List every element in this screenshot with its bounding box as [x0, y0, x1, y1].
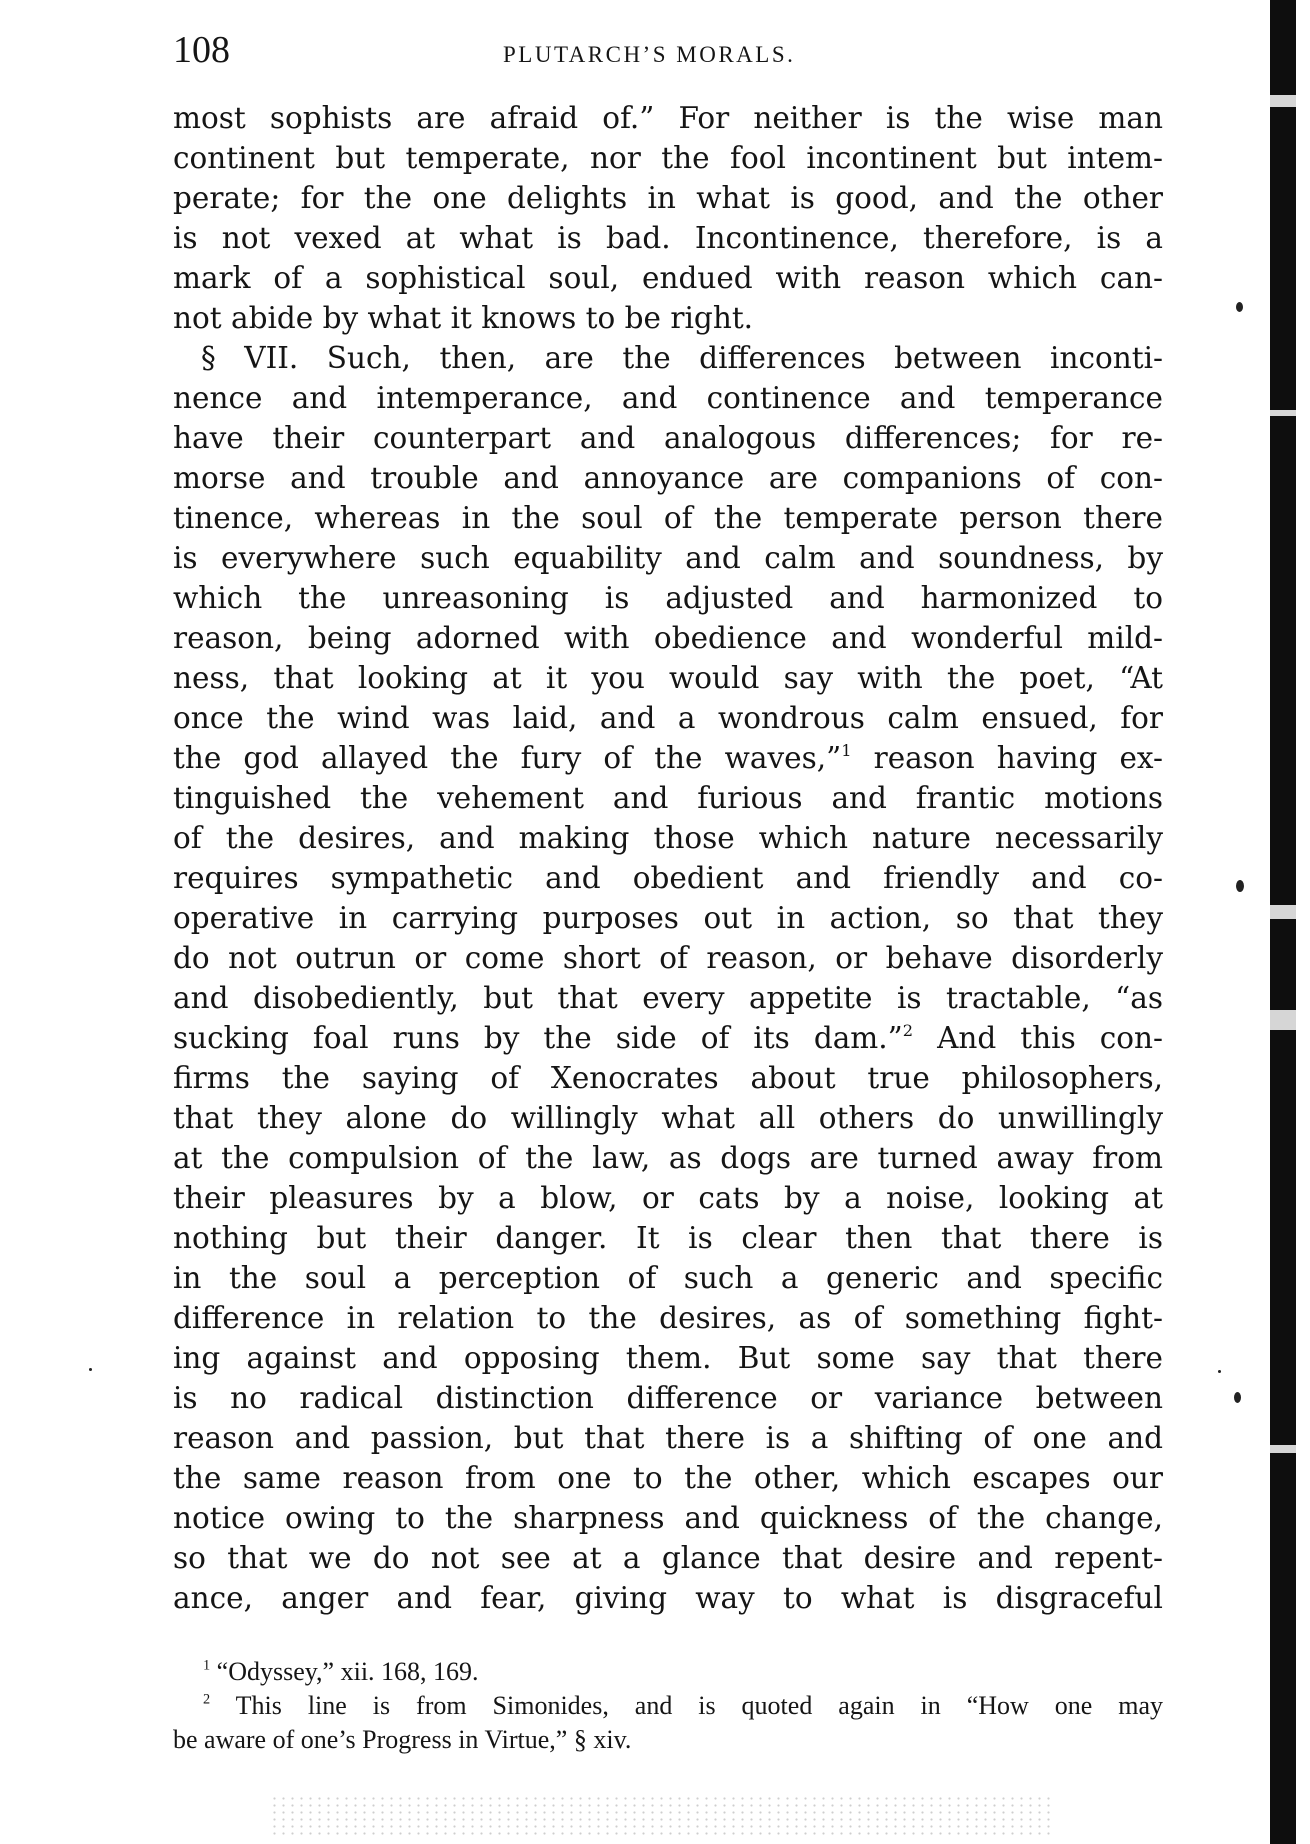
text-line: difference in relation to the desires, as of something fight- — [173, 1301, 1163, 1335]
text-line: once the wind was laid, and a wondrous calm ensued, for — [173, 701, 1163, 735]
text-line: the same reason from one to the other, which escapes our — [173, 1461, 1163, 1495]
text-line: continent but temperate, nor the fool incontinent but intem- — [173, 141, 1163, 175]
text-line: reason, being adorned with obedience and wonderful mild- — [173, 621, 1163, 655]
text-line: requires sympathetic and obedient and friendly and co- — [173, 861, 1163, 895]
text-line: which the unreasoning is adjusted and harmonized to — [173, 581, 1163, 615]
text-line: is no radical distinction difference or variance between — [173, 1381, 1163, 1415]
text-line: mark of a sophistical soul, endued with reason which can- — [173, 261, 1163, 295]
text-line: so that we do not see at a glance that desire and repent- — [173, 1541, 1163, 1575]
binding-gap — [1270, 1445, 1296, 1453]
binding-gap — [1270, 1010, 1296, 1030]
footnote-mark-1: 1 — [841, 740, 852, 760]
scan-noise — [270, 1795, 1050, 1835]
text-line: their pleasures by a blow, or cats by a noise, looking at — [173, 1181, 1163, 1215]
text-line: of the desires, and making those which nature necessarily — [173, 821, 1163, 855]
text-line-with-footnote — [173, 738, 1163, 778]
text-line: is not vexed at what is bad. Incontinence, therefore, is a — [173, 221, 1163, 255]
footnote-number: 1 — [203, 1657, 211, 1674]
binding-shadow — [1270, 0, 1296, 1844]
text-segment: the god allayed the fury of the waves,” — [173, 741, 842, 775]
footnote-text: This line is from Simonides, and is quoted again in “How one may — [235, 1691, 1164, 1720]
ink-speck — [1236, 302, 1243, 312]
text-line: reason and passion, but that there is a shifting of one and — [173, 1421, 1163, 1455]
text-line: have their counterpart and analogous differences; for re- — [173, 421, 1163, 455]
section-heading-line: § VII. Such, then, are the differences between inconti- — [201, 341, 1163, 375]
binding-gap — [1270, 905, 1296, 919]
text-segment: And this con- — [913, 1021, 1164, 1055]
text-line: ness, that looking at it you would say with the poet, “At — [173, 661, 1163, 695]
text-line: at the compulsion of the law, as dogs are turned away from — [173, 1141, 1163, 1175]
ink-speck — [1234, 1392, 1241, 1403]
page-header — [173, 24, 1161, 74]
text-line: that they alone do willingly what all others do unwillingly — [173, 1101, 1163, 1135]
binding-gap — [1270, 95, 1296, 107]
text-line: nothing but their danger. It is clear then that there is — [173, 1221, 1163, 1255]
binding-gap — [1270, 410, 1296, 416]
text-line: firms the saying of Xenocrates about true philosophers, — [173, 1061, 1163, 1095]
footnotes — [173, 1655, 1163, 1757]
text-line-with-footnote — [173, 1018, 1163, 1058]
text-line: tinguished the vehement and furious and frantic motions — [173, 781, 1163, 815]
footnote-mark-2: 2 — [902, 1020, 914, 1040]
footnote-2 — [173, 1689, 1163, 1723]
ink-speck — [1236, 880, 1244, 892]
text-line: most sophists are afraid of.” For neither is the wise man — [173, 101, 1163, 135]
text-line: tinence, whereas in the soul of the temperate person there — [173, 501, 1163, 535]
text-line: ing against and opposing them. But some say that there — [173, 1341, 1163, 1375]
text-line: ance, anger and fear, giving way to what is disgraceful — [173, 1581, 1163, 1615]
text-line: and disobediently, but that every appetite is tractable, “as — [173, 981, 1163, 1015]
ink-speck — [89, 1368, 92, 1371]
text-line: operative in carrying purposes out in action, so that they — [173, 901, 1163, 935]
footnote-text: “Odyssey,” xii. 168, 169. — [216, 1657, 479, 1686]
text-line: is everywhere such equability and calm and soundness, by — [173, 541, 1163, 575]
text-line: in the soul a perception of such a generic and specific — [173, 1261, 1163, 1295]
text-line: notice owing to the sharpness and quickness of the change, — [173, 1501, 1163, 1535]
footnote-1 — [173, 1655, 1163, 1689]
text-line: perate; for the one delights in what is good, and the other — [173, 181, 1163, 215]
text-line: nence and intemperance, and continence and temperance — [173, 381, 1163, 415]
page-number: 108 — [173, 29, 230, 71]
text-line: not abide by what it knows to be right. — [173, 301, 754, 335]
body-text — [173, 98, 1163, 1618]
footnote-2-continuation: be aware of one’s Progress in Virtue,” § xiv. — [173, 1725, 632, 1754]
text-line: do not outrun or come short of reason, or behave disorderly — [173, 941, 1163, 975]
running-title: PLUTARCH’S MORALS. — [503, 42, 796, 67]
text-line: morse and trouble and annoyance are companions of con- — [173, 461, 1163, 495]
page-binding-edge — [1258, 0, 1310, 1844]
ink-speck — [1218, 1370, 1221, 1373]
footnote-number: 2 — [203, 1691, 211, 1708]
text-segment: reason having ex- — [851, 741, 1163, 775]
text-segment: sucking foal runs by the side of its dam.” — [173, 1021, 903, 1055]
